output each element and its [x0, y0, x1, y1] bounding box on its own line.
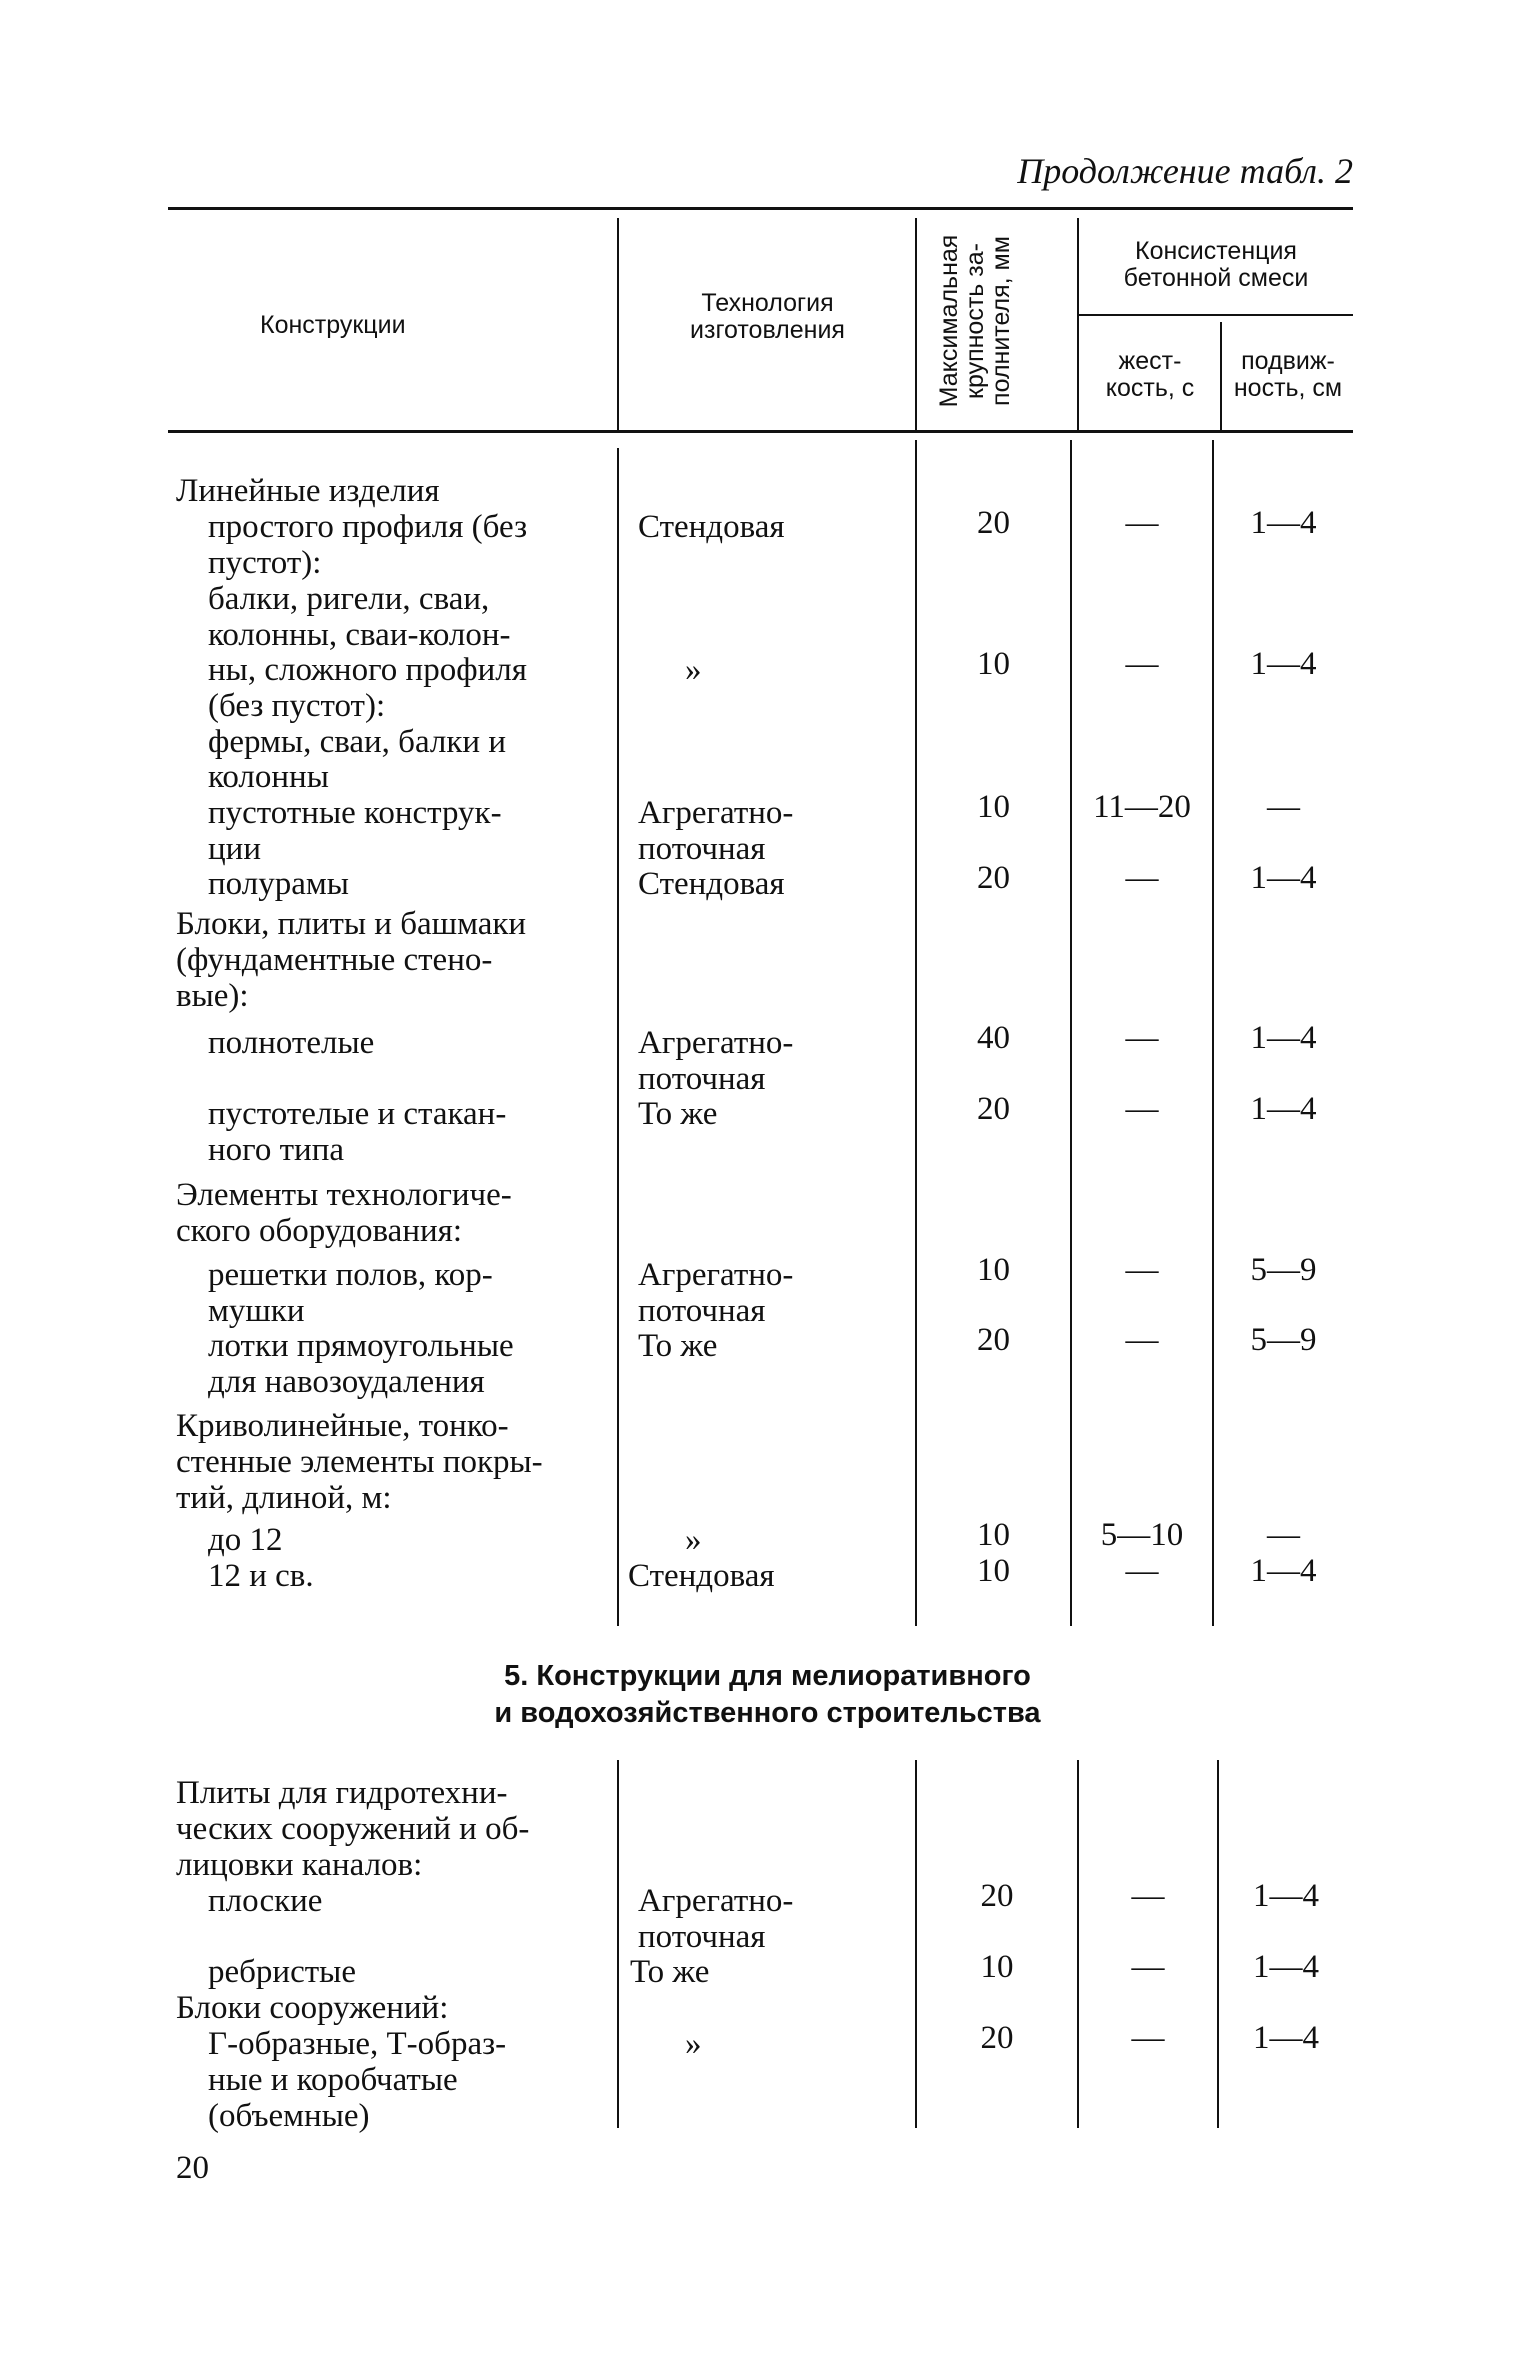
header-technology: [640, 290, 895, 344]
row-mobility: 5—9: [1250, 1252, 1317, 1288]
row-max-size: 20: [980, 1878, 1014, 1914]
header-consistency-line-1: Консистенция: [1135, 237, 1297, 265]
construction-line: лицовки каналов:: [176, 1847, 423, 1883]
table-caption: Продолжение табл. 2: [1017, 151, 1353, 191]
construction-line: ребристые: [208, 1954, 356, 1990]
row-stiffness: —: [1125, 860, 1159, 896]
header-mobility: [1224, 348, 1352, 402]
row-max-size: 20: [977, 1091, 1010, 1127]
row-stiffness: —: [1125, 1322, 1159, 1358]
row-technology: То же: [638, 1096, 718, 1132]
row-stiffness: —: [1125, 1091, 1159, 1127]
construction-line: ны, сложного профиля: [208, 652, 527, 688]
header-max-size-line-2: крупность за-: [961, 243, 989, 399]
row-technology: Стендовая: [628, 1558, 775, 1594]
construction-line: (объемные): [208, 2098, 370, 2134]
construction-line: Блоки сооружений:: [176, 1990, 449, 2026]
row-mobility: 5—9: [1250, 1322, 1317, 1358]
construction-line: плоские: [208, 1883, 323, 1919]
header-max-size-line-3: полнителя, мм: [987, 236, 1015, 406]
construction-line: Элементы технологиче-: [176, 1177, 512, 1213]
row-max-size: 20: [977, 860, 1010, 896]
header-stiffness: [1082, 348, 1218, 402]
construction-line: до 12: [208, 1522, 283, 1558]
row-stiffness: —: [1125, 1252, 1159, 1288]
row-max-size: 20: [980, 2020, 1014, 2056]
construction-line: стенные элементы покры-: [176, 1444, 543, 1480]
header-technology-line-2: изготовления: [690, 316, 845, 344]
construction-line: Плиты для гидротехни-: [176, 1775, 508, 1811]
row-mobility: 1—4: [1250, 1553, 1317, 1589]
row-mobility: 1—4: [1250, 505, 1317, 541]
construction-line: простого профиля (без: [208, 509, 528, 545]
row-stiffness: —: [1131, 1878, 1165, 1914]
construction-line: ции: [208, 831, 261, 867]
row-stiffness: —: [1131, 2020, 1165, 2056]
row-max-size: 20: [977, 1322, 1010, 1358]
construction-line: балки, ригели, сваи,: [208, 581, 490, 617]
row-technology: »: [685, 2026, 702, 2062]
construction-line: (фундаментные стено-: [176, 942, 493, 978]
row-mobility: 1—4: [1253, 2020, 1319, 2056]
section-title: [0, 1658, 1535, 1732]
row-max-size: 20: [977, 505, 1010, 541]
row-technology: Агрегатно-: [638, 1883, 794, 1919]
header-subgroup-rule: [1077, 314, 1353, 316]
header-max-size-line-1: Максимальная: [935, 234, 963, 408]
page-number: 20: [176, 2150, 209, 2186]
row-technology: Агрегатно-: [638, 1025, 794, 1061]
construction-line: для навозоудаления: [208, 1364, 485, 1400]
row-technology: »: [685, 1522, 702, 1558]
table2-col-divider-3: [1077, 1760, 1079, 2128]
construction-line: ческих сооружений и об-: [176, 1811, 530, 1847]
row-stiffness: 11—20: [1093, 789, 1191, 825]
header-mobility-line-1: подвиж-: [1241, 347, 1335, 375]
header-consistency: [1085, 238, 1347, 292]
construction-line: пустот):: [208, 545, 322, 581]
row-stiffness: —: [1125, 646, 1159, 682]
section-title-line-2: и водохозяйственного строительства: [494, 1697, 1041, 1729]
row-stiffness: 5—10: [1100, 1517, 1184, 1553]
construction-line: колонны: [208, 759, 329, 795]
header-max-size: [936, 221, 1014, 421]
row-mobility: —: [1267, 1517, 1300, 1553]
row-stiffness: —: [1131, 1949, 1165, 1985]
row-max-size: 40: [977, 1020, 1010, 1056]
construction-line: фермы, сваи, балки и: [208, 724, 506, 760]
header-mobility-line-2: ность, см: [1233, 374, 1343, 402]
row-technology: Стендовая: [638, 866, 785, 902]
construction-line: полурамы: [208, 866, 349, 902]
construction-line: решетки полов, кор-: [208, 1257, 493, 1293]
header-col-divider-2: [915, 218, 917, 430]
table2-col-divider-4: [1217, 1760, 1219, 2128]
construction-line: Г-образные, Т-образ-: [208, 2026, 507, 2062]
row-technology: Агрегатно-: [638, 1257, 794, 1293]
construction-line: пустотелые и стакан-: [208, 1096, 507, 1132]
table1-col-divider-1: [617, 448, 619, 1626]
row-max-size: 10: [977, 1517, 1010, 1553]
row-technology-cont: поточная: [638, 831, 766, 867]
construction-line: Линейные изделия: [176, 473, 440, 509]
header-stiffness-line-1: жест-: [1118, 347, 1182, 375]
construction-line: колонны, сваи-колон-: [208, 617, 511, 653]
construction-line: вые):: [176, 978, 249, 1014]
row-mobility: 1—4: [1253, 1878, 1319, 1914]
header-consistency-line-2: бетонной смеси: [1123, 264, 1309, 292]
row-technology-cont: поточная: [638, 1061, 766, 1097]
row-technology-cont: поточная: [638, 1919, 766, 1955]
row-mobility: —: [1267, 789, 1300, 825]
header-technology-line-1: Технология: [701, 289, 834, 317]
construction-line: (без пустот):: [208, 688, 386, 724]
row-max-size: 10: [977, 646, 1010, 682]
row-max-size: 10: [977, 1252, 1010, 1288]
row-technology: То же: [630, 1954, 710, 1990]
row-mobility: 1—4: [1253, 1949, 1319, 1985]
header-top-rule: [168, 207, 1353, 210]
section-title-line-1: 5. Конструкции для мелиоративного: [504, 1660, 1031, 1692]
row-stiffness: —: [1125, 1553, 1159, 1589]
header-col-divider-1: [617, 218, 619, 430]
table2-col-divider-2: [915, 1760, 917, 2128]
header-bottom-rule: [168, 430, 1353, 433]
construction-line: ского оборудования:: [176, 1213, 462, 1249]
row-technology: Стендовая: [638, 509, 785, 545]
table2-col-divider-1: [617, 1760, 619, 2128]
construction-line: Криволинейные, тонко-: [176, 1408, 509, 1444]
row-max-size: 10: [980, 1949, 1014, 1985]
header-col-divider-3: [1077, 218, 1079, 430]
construction-line: тий, длиной, м:: [176, 1480, 392, 1516]
row-stiffness: —: [1125, 505, 1159, 541]
construction-line: Блоки, плиты и башмаки: [176, 906, 527, 942]
construction-line: 12 и св.: [208, 1558, 314, 1594]
construction-line: ного типа: [208, 1132, 345, 1168]
construction-line: полнотелые: [208, 1025, 375, 1061]
construction-line: мушки: [208, 1293, 305, 1329]
row-max-size: 10: [977, 789, 1010, 825]
header-col-divider-4: [1220, 322, 1222, 430]
row-mobility: 1—4: [1250, 646, 1317, 682]
construction-line: пустотные конструк-: [208, 795, 502, 831]
construction-line: лотки прямоугольные: [208, 1328, 514, 1364]
row-technology-cont: поточная: [638, 1293, 766, 1329]
row-stiffness: —: [1125, 1020, 1159, 1056]
row-mobility: 1—4: [1250, 1020, 1317, 1056]
row-technology: То же: [638, 1328, 718, 1364]
row-technology: Агрегатно-: [638, 795, 794, 831]
row-mobility: 1—4: [1250, 1091, 1317, 1127]
row-max-size: 10: [977, 1553, 1010, 1589]
row-mobility: 1—4: [1250, 860, 1317, 896]
row-technology: »: [685, 652, 702, 688]
header-constructions: Конструкции: [260, 311, 406, 339]
construction-line: ные и коробчатые: [208, 2062, 458, 2098]
header-stiffness-line-2: кость, с: [1105, 374, 1195, 402]
